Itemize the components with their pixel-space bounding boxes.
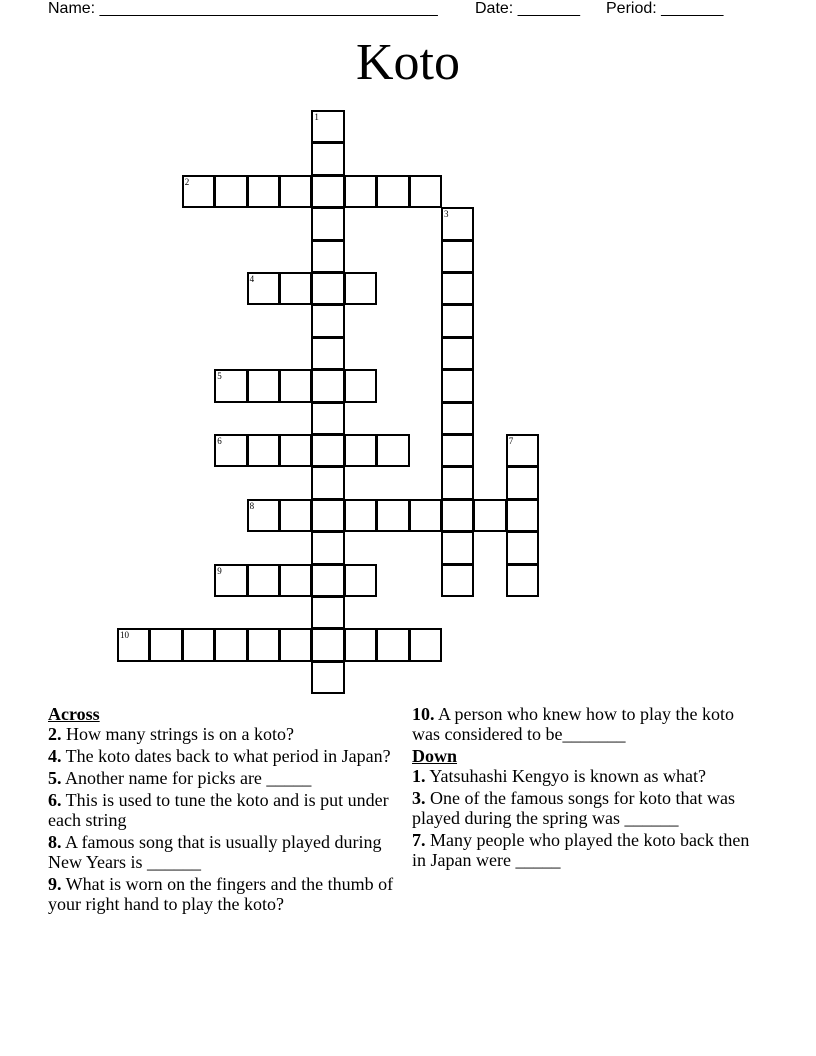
crossword-cell[interactable] <box>182 175 215 208</box>
crossword-cell[interactable] <box>441 499 474 532</box>
crossword-cell[interactable] <box>182 628 215 661</box>
clue-text: A famous song that is usually played during New Years is ______ <box>48 832 382 872</box>
clue-text: The koto dates back to what period in Japan? <box>61 746 391 766</box>
clue-item <box>48 790 408 830</box>
clue-item <box>412 830 752 870</box>
crossword-cell[interactable] <box>506 564 539 597</box>
crossword-cell[interactable] <box>149 628 182 661</box>
clue-text: Yatsuhashi Kengyo is known as what? <box>425 766 706 786</box>
crossword-cell[interactable] <box>344 175 377 208</box>
clue-text: What is worn on the fingers and the thumb of your right hand to play the koto? <box>48 874 394 914</box>
crossword-cell[interactable] <box>441 337 474 370</box>
clue-number: 7. <box>412 830 426 850</box>
crossword-cell[interactable] <box>311 661 344 694</box>
crossword-cell[interactable] <box>409 628 442 661</box>
clue-number-label: 6 <box>217 436 222 446</box>
crossword-cell[interactable] <box>279 369 312 402</box>
clue-number: 5. <box>48 768 62 788</box>
puzzle-title: Koto <box>356 34 460 91</box>
crossword-cell[interactable] <box>441 272 474 305</box>
clues-right-column <box>412 704 752 872</box>
crossword-cell[interactable] <box>214 564 247 597</box>
clue-number: 4. <box>48 746 62 766</box>
crossword-cell[interactable] <box>441 564 474 597</box>
crossword-cell[interactable] <box>279 272 312 305</box>
clue-item <box>48 768 408 788</box>
crossword-cell[interactable] <box>311 402 344 435</box>
clue-item <box>48 832 408 872</box>
crossword-cell[interactable] <box>409 175 442 208</box>
crossword-cell[interactable] <box>376 628 409 661</box>
crossword-cell[interactable] <box>311 240 344 273</box>
crossword-cell[interactable] <box>473 499 506 532</box>
clue-item <box>412 704 752 744</box>
crossword-cell[interactable] <box>311 466 344 499</box>
date-field-label: Date: _______ <box>475 0 580 17</box>
crossword-cell[interactable] <box>506 466 539 499</box>
crossword-cell[interactable] <box>311 369 344 402</box>
crossword-cell[interactable] <box>311 531 344 564</box>
clue-text: Many people who played the koto back then in Japan were _____ <box>412 830 750 870</box>
across-clue-list <box>48 724 408 914</box>
clue-number-label: 10 <box>120 630 129 641</box>
crossword-cell[interactable] <box>311 110 344 143</box>
clue-number-label: 5 <box>217 371 222 382</box>
crossword-cell[interactable] <box>311 596 344 629</box>
clue-item <box>48 746 408 766</box>
crossword-cell[interactable] <box>441 466 474 499</box>
clue-number-label: 3 <box>444 209 449 220</box>
crossword-cell[interactable] <box>441 531 474 564</box>
crossword-cell[interactable] <box>214 369 247 402</box>
crossword-cell[interactable] <box>441 434 474 467</box>
clue-number-label: 9 <box>217 565 222 576</box>
crossword-cell[interactable] <box>441 369 474 402</box>
clue-number-label: 8 <box>249 500 255 511</box>
clue-number: 6. <box>48 790 62 810</box>
crossword-cell[interactable] <box>214 434 247 467</box>
crossword-cell[interactable] <box>279 175 312 208</box>
crossword-cell[interactable] <box>376 434 409 467</box>
crossword-cell[interactable] <box>441 207 474 240</box>
crossword-cell[interactable] <box>344 369 377 402</box>
clue-text: A person who knew how to play the koto was considered to be_______ <box>412 704 734 744</box>
clue-text: This is used to tune the koto and is put under each string <box>48 790 389 830</box>
crossword-cell[interactable] <box>247 272 280 305</box>
clue-number: 1. <box>412 766 426 786</box>
crossword-cell[interactable] <box>214 628 247 661</box>
clue-number: 9. <box>48 874 62 894</box>
clue-number: 8. <box>48 832 62 852</box>
clue-text: How many strings is on a koto? <box>61 724 294 744</box>
crossword-cell[interactable] <box>247 499 280 532</box>
crossword-cell[interactable] <box>247 369 280 402</box>
down-heading: Down <box>412 746 458 766</box>
crossword-cell[interactable] <box>376 499 409 532</box>
clue-number: 3. <box>412 788 426 808</box>
crossword-cell[interactable] <box>311 272 344 305</box>
crossword-cell[interactable] <box>247 628 280 661</box>
crossword-cell[interactable] <box>311 434 344 467</box>
crossword-cell[interactable] <box>506 434 539 467</box>
clue-text: Another name for picks are _____ <box>61 768 312 788</box>
crossword-cell[interactable] <box>247 434 280 467</box>
crossword-cell[interactable] <box>311 304 344 337</box>
crossword-cell[interactable] <box>311 499 344 532</box>
crossword-cell[interactable] <box>279 628 312 661</box>
clue-item <box>48 874 408 914</box>
crossword-cell[interactable] <box>279 564 312 597</box>
crossword-cell[interactable] <box>311 564 344 597</box>
crossword-cell[interactable] <box>279 499 312 532</box>
crossword-cell[interactable] <box>247 564 280 597</box>
crossword-cell[interactable] <box>441 402 474 435</box>
crossword-cell[interactable] <box>506 531 539 564</box>
clue-item <box>412 788 752 828</box>
down-clue-list <box>412 766 752 870</box>
crossword-cell[interactable] <box>311 175 344 208</box>
crossword-cell[interactable] <box>441 304 474 337</box>
crossword-cell[interactable] <box>311 337 344 370</box>
clue-item <box>412 766 752 786</box>
clue-number: 2. <box>48 724 62 744</box>
period-field-label: Period: _______ <box>606 0 724 17</box>
crossword-cell[interactable] <box>506 499 539 532</box>
across-clue-list-continued <box>412 704 752 744</box>
crossword-cell[interactable] <box>117 628 150 661</box>
crossword-cell[interactable] <box>344 272 377 305</box>
crossword-cell[interactable] <box>279 434 312 467</box>
clue-number-label: 4 <box>249 274 255 284</box>
clues-left-column <box>48 704 408 916</box>
crossword-cell[interactable] <box>409 499 442 532</box>
clue-number: 10. <box>412 704 435 724</box>
crossword-cell[interactable] <box>311 142 344 175</box>
clue-item <box>48 724 408 744</box>
crossword-cell[interactable] <box>214 175 247 208</box>
clue-number-label: 1 <box>314 112 319 122</box>
crossword-cell[interactable] <box>441 240 474 273</box>
crossword-cell[interactable] <box>344 499 377 532</box>
crossword-cell[interactable] <box>247 175 280 208</box>
clue-number-label: 7 <box>508 436 514 446</box>
crossword-cell[interactable] <box>344 564 377 597</box>
crossword-cell[interactable] <box>311 628 344 661</box>
crossword-cell[interactable] <box>376 175 409 208</box>
name-field-label: Name: ______________________________________ <box>48 0 438 17</box>
crossword-cell[interactable] <box>344 434 377 467</box>
across-heading: Across <box>48 704 100 724</box>
clue-number-label: 2 <box>184 176 190 187</box>
clue-text: One of the famous songs for koto that was played during the spring was ______ <box>412 788 735 828</box>
crossword-cell[interactable] <box>311 207 344 240</box>
crossword-cell[interactable] <box>344 628 377 661</box>
